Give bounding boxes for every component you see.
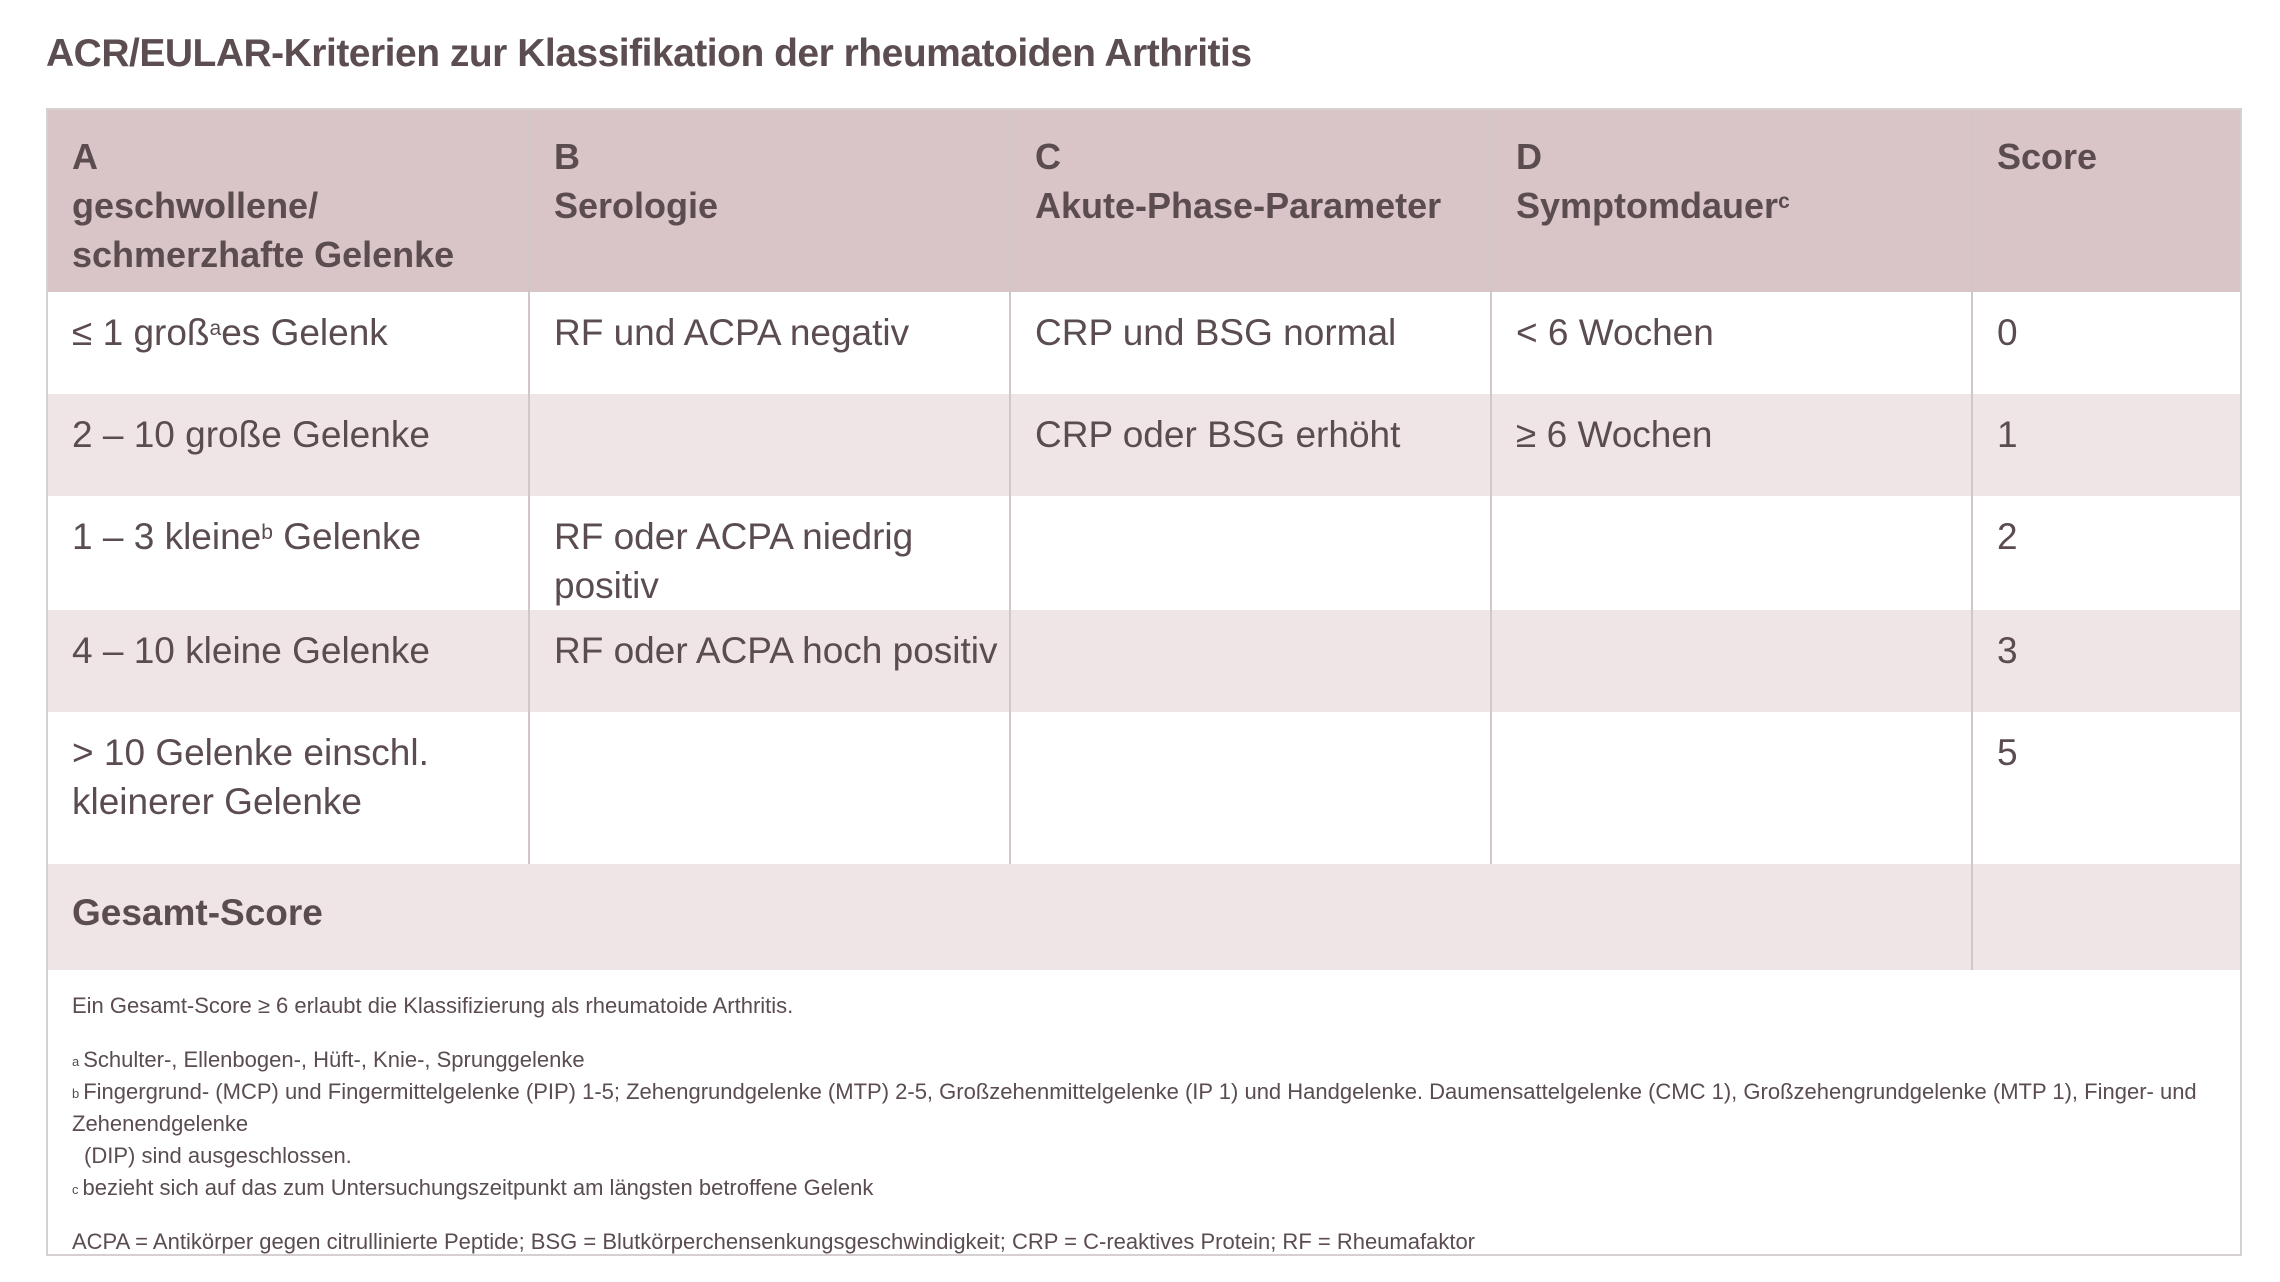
footnote-c: $^c$ bezieht sich auf das zum Untersuchungszeitpunkt am längsten betroffene Gelenk — [72, 1175, 874, 1200]
cell-b — [529, 394, 1010, 496]
cell-score: 2 — [1972, 496, 2240, 610]
header-c: C Akute-Phase-Parameter — [1010, 110, 1491, 292]
cell-c — [1010, 496, 1491, 610]
total-score-row — [48, 864, 2240, 970]
cell-d: ≥ 6 Wochen — [1491, 394, 1972, 496]
cell-a: ≤ 1 groß$^a$es Gelenk — [48, 292, 529, 394]
header-b: B Serologie — [529, 110, 1010, 292]
header-d: D Symptomdauer$^c$ — [1491, 110, 1972, 292]
cell-a: 1 – 3 kleine$^b$ Gelenke — [48, 496, 529, 610]
cell-score: 1 — [1972, 394, 2240, 496]
cell-score: 5 — [1972, 712, 2240, 864]
footnote-b: $^b$ Fingergrund- (MCP) und Fingermittelgelenke (PIP) 1-5; Zehengrundgelenke (MTP) 2-5, Großzehenmittelgelenke (IP 1) und Handgelenke. Daumensattelgelenke (CMC 1), Großzehengrundgelenke (MTP 1), Finger- und Zehenendgelenke — [72, 1079, 2197, 1136]
cell-c: CRP und BSG normal — [1010, 292, 1491, 394]
table-header-row — [48, 110, 2240, 292]
footnote-a: $^a$ Schulter-, Ellenbogen-, Hüft-, Knie-, Sprunggelenke — [72, 1047, 585, 1072]
cell-a: > 10 Gelenke einschl. kleinerer Gelenke — [48, 712, 529, 864]
criteria-table-frame — [46, 108, 2242, 1256]
footnote-b-continued: (DIP) sind ausgeschlossen. — [84, 1143, 352, 1168]
cell-a: 4 – 10 kleine Gelenke — [48, 610, 529, 712]
table-row — [48, 292, 2240, 394]
header-score: Score — [1972, 110, 2240, 292]
cell-b: RF oder ACPA hoch positiv — [529, 610, 1010, 712]
cell-b — [529, 712, 1010, 864]
criteria-table — [48, 110, 2240, 970]
cell-d: < 6 Wochen — [1491, 292, 1972, 394]
table-row — [48, 712, 2240, 864]
cell-score: 3 — [1972, 610, 2240, 712]
cell-d — [1491, 496, 1972, 610]
page-title: ACR/EULAR-Kriterien zur Klassifikation der rheumatoiden Arthritis — [46, 32, 1252, 75]
cell-a: 2 – 10 große Gelenke — [48, 394, 529, 496]
header-a: A geschwollene/ schmerzhafte Gelenke — [48, 110, 529, 292]
cell-c — [1010, 610, 1491, 712]
cell-b: RF oder ACPA niedrig positiv — [529, 496, 1010, 610]
table-row — [48, 610, 2240, 712]
cell-d — [1491, 610, 1972, 712]
cell-c: CRP oder BSG erhöht — [1010, 394, 1491, 496]
cell-d — [1491, 712, 1972, 864]
cell-c — [1010, 712, 1491, 864]
summary-note: Ein Gesamt-Score ≥ 6 erlaubt die Klassifizierung als rheumatoide Arthritis. — [72, 993, 794, 1018]
cell-b: RF und ACPA negativ — [529, 292, 1010, 394]
cell-score: 0 — [1972, 292, 2240, 394]
total-score-value — [1972, 864, 2240, 970]
table-row — [48, 496, 2240, 610]
abbreviations-note: ACPA = Antikörper gegen citrullinierte Peptide; BSG = Blutkörperchensenkungsgeschwindigkeit; CRP = C-reaktives Protein; RF = Rheumafaktor — [72, 1229, 1476, 1254]
table-notes — [72, 990, 2222, 1258]
table-row — [48, 394, 2240, 496]
total-score-label: Gesamt-Score — [48, 864, 1972, 970]
